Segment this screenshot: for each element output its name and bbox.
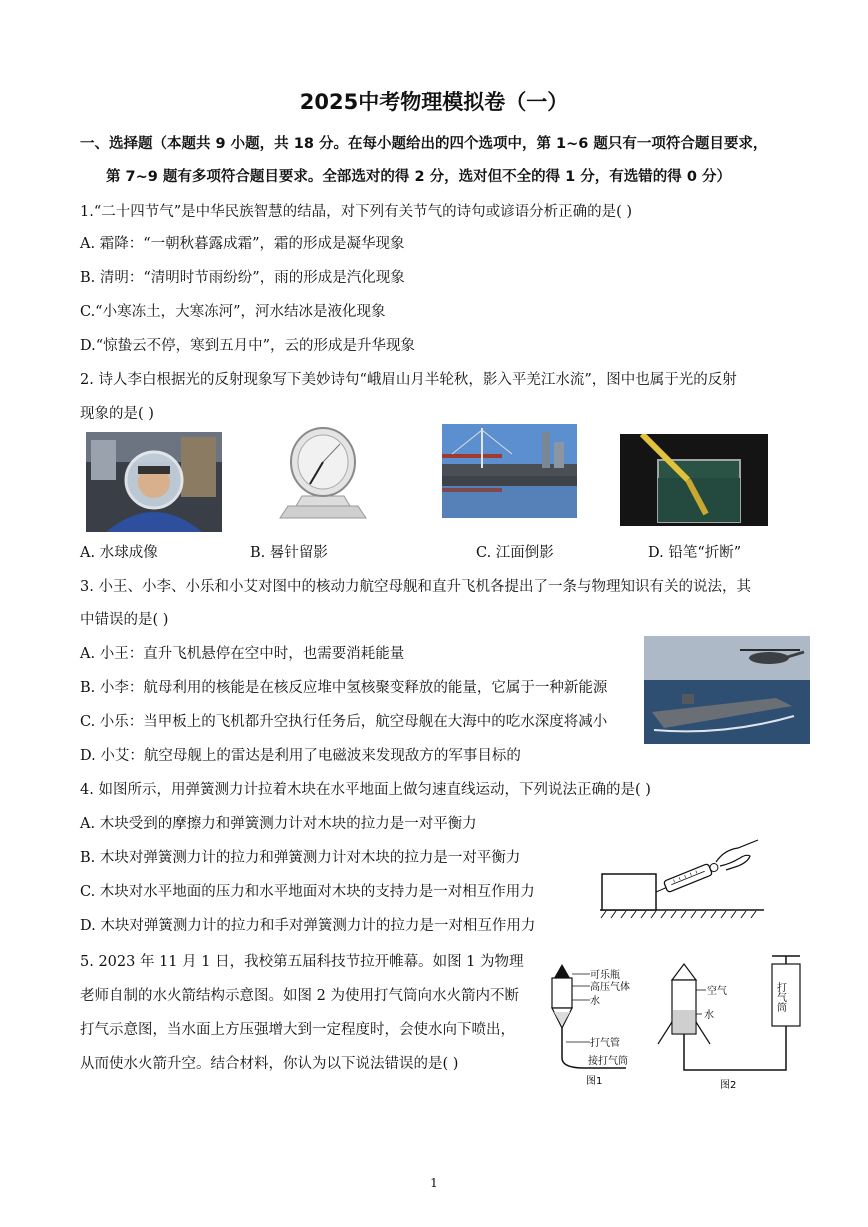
q5-line3: 打气示意图，当水面上方压强增大到一定程度时，会使水向下喷出， — [80, 1022, 515, 1038]
q4-option-b: B. 木块对弹簧测力计的拉力和弹簧测力计对木块的拉力是一对平衡力 — [80, 850, 521, 866]
fig2-caption: 图2 — [720, 1080, 737, 1091]
q2-stem-line2: 现象的是( ) — [80, 406, 154, 422]
fig1-label-tube: 打气管 — [590, 1038, 620, 1049]
q5-line4: 从而使水火箭升空。结合材料，你认为以下说法错误的是( ) — [80, 1056, 459, 1072]
q3-option-b: B. 小李：航母利用的核能是在核反应堆中氢核聚变释放的能量，它属于一种新能源 — [80, 680, 608, 696]
q4-option-a: A. 木块受到的摩擦力和弹簧测力计对木块的拉力是一对平衡力 — [80, 816, 477, 832]
pencil-in-water-image — [620, 434, 768, 526]
q4-stem: 4. 如图所示，用弹簧测力计拉着木块在水平地面上做匀速直线运动，下列说法正确的是( ) — [80, 782, 651, 798]
q1-option-c: C.“小寒冻土，大寒冻河”，河水结冰是液化现象 — [80, 304, 386, 320]
page-number: 1 — [430, 1176, 438, 1190]
fig1-label-gas: 高压气体 — [590, 982, 630, 993]
fig2-label-pump: 打气筒 — [774, 982, 786, 1012]
q3-option-d: D. 小艾：航空母舰上的雷达是利用了电磁波来发现敌方的军事目标的 — [80, 748, 521, 764]
water-rocket-pump-figure — [650, 952, 820, 1092]
fig1-label-water: 水 — [590, 996, 600, 1007]
q2-caption-b: B. 晷针留影 — [250, 545, 328, 561]
fig2-label-water: 水 — [704, 1010, 714, 1021]
q3-stem-line2: 中错误的是( ) — [80, 612, 169, 628]
q1-option-d: D.“惊蛰云不停，寒到五月中”，云的形成是升华现象 — [80, 338, 416, 354]
page-title: 2025中考物理模拟卷（一） — [299, 90, 569, 114]
sundial-image — [272, 422, 374, 522]
aircraft-carrier-image — [644, 636, 810, 744]
q5-line2: 老师自制的水火箭结构示意图。如图 2 为使用打气筒向水火箭内不断 — [80, 988, 519, 1004]
q2-caption-a: A. 水球成像 — [80, 545, 158, 561]
water-ball-astronaut-image — [86, 432, 222, 532]
q4-option-d: D. 木块对弹簧测力计的拉力和手对弹簧测力计的拉力是一对相互作用力 — [80, 918, 536, 934]
q3-stem-line1: 3. 小王、小李、小乐和小艾对图中的核动力航空母舰和直升飞机各提出了一条与物理知识有关的说法，其 — [80, 579, 751, 595]
q4-option-c: C. 木块对水平地面的压力和水平地面对木块的支持力是一对相互作用力 — [80, 884, 535, 900]
section-heading-line2: 第 7~9 题有多项符合题目要求。全部选对的得 2 分，选对但不全的得 1 分，有选错的得 0 分） — [106, 169, 731, 185]
fig1-label-bottle: 可乐瓶 — [590, 970, 620, 981]
q2-stem-line1: 2. 诗人李白根据光的反射现象写下美妙诗句“峨眉山月半轮秋，影入平羌江水流”，图中也属于光的反射 — [80, 372, 737, 388]
q1-option-a: A. 霜降：“一朝秋暮露成霜”，霜的形成是凝华现象 — [80, 236, 405, 252]
q3-option-a: A. 小王：直升飞机悬停在空中时，也需要消耗能量 — [80, 646, 405, 662]
q2-caption-c: C. 江面倒影 — [476, 545, 554, 561]
river-reflection-image — [442, 424, 577, 518]
water-rocket-structure-figure — [544, 958, 656, 1092]
section-heading-line1: 一、选择题（本题共 9 小题，共 18 分。在每小题给出的四个选项中，第 1~6 题只有一项符合题目要求， — [80, 136, 768, 152]
fig1-caption: 图1 — [586, 1076, 603, 1087]
q1-option-b: B. 清明：“清明时节雨纷纷”，雨的形成是汽化现象 — [80, 270, 405, 286]
fig1-label-pump-connect: 接打气筒 — [588, 1056, 628, 1067]
q1-stem: 1.“二十四节气”是中华民族智慧的结晶，对下列有关节气的诗句或谚语分析正确的是( ) — [80, 204, 633, 220]
fig2-label-air: 空气 — [707, 986, 727, 997]
spring-scale-block-diagram — [598, 834, 766, 920]
q5-line1: 5. 2023 年 11 月 1 日，我校第五届科技节拉开帷幕。如图 1 为物理 — [80, 954, 524, 970]
q3-option-c: C. 小乐：当甲板上的飞机都升空执行任务后，航空母舰在大海中的吃水深度将减小 — [80, 714, 608, 730]
q2-caption-d: D. 铅笔“折断” — [648, 545, 742, 561]
